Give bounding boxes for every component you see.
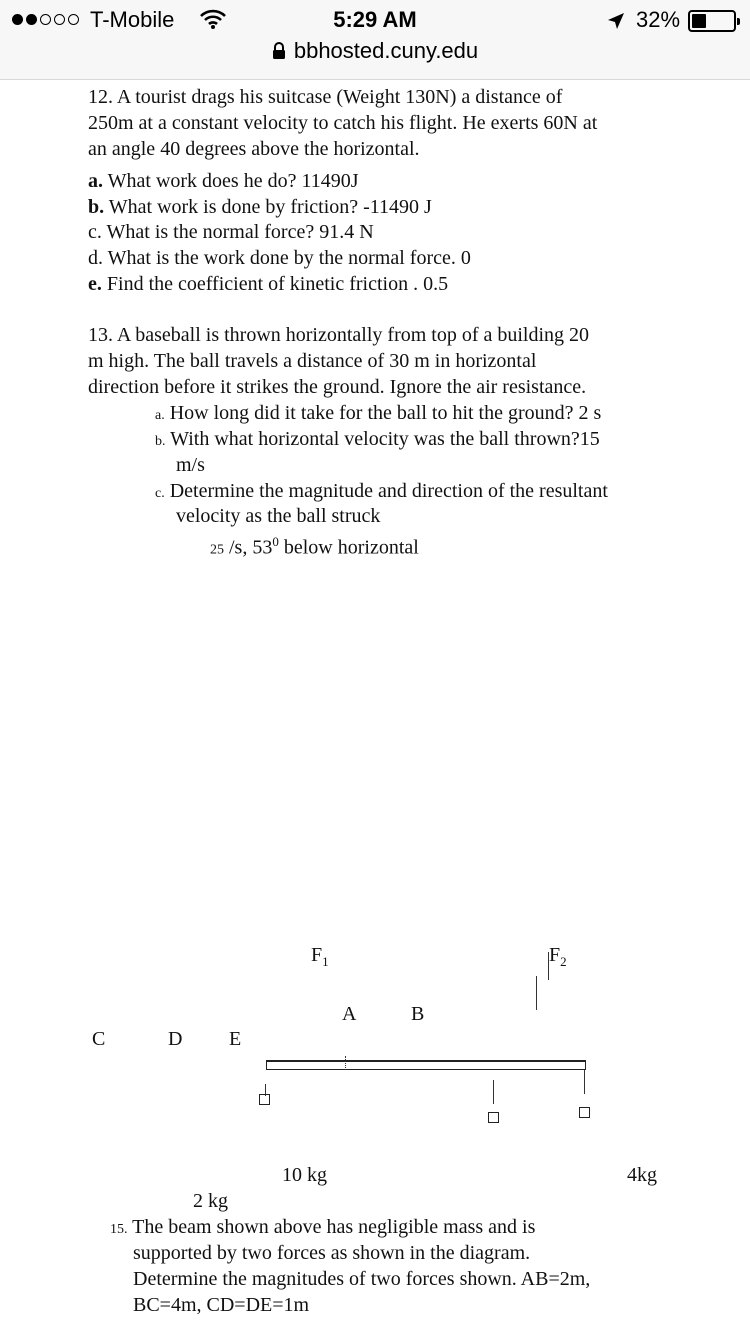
point-label-d: D [168,1028,183,1050]
q12-part-d: d. What is the work done by the normal force. 0 [88,247,471,269]
force-line-f2 [536,976,537,1010]
q12-part-e: e. Find the coefficient of kinetic friction . 0.5 [88,273,449,295]
mass-box-middle [488,1112,499,1123]
q12-part-b: b. What work is done by friction? -11490 J [88,196,432,218]
battery-icon [688,10,736,32]
battery-percent: 32% [636,7,681,32]
q13-part-c: c. Determine the magnitude and direction of the resultant [155,480,608,502]
mass-label-10kg: 10 kg [282,1164,327,1186]
document-page [0,80,750,1334]
mass-label-2kg: 2 kg [193,1190,228,1212]
carrier-name: T-Mobile [90,7,175,32]
q13-part-b: b. With what horizontal velocity was the ball thrown?15 [155,428,600,450]
q12-part-c: c. What is the normal force? 91.4 N [88,221,374,243]
force-arrow-f2 [548,952,549,980]
url-domain: bbhosted.cuny.edu [293,38,479,63]
point-label-e: E [229,1028,242,1050]
q13-answer: 25 /s, $53^0$ below horizontal [210,534,419,559]
force-label-f2: $F_2$ [549,944,567,969]
q13-line-2: m high. The ball travels a distance of 30 m in horizontal [88,350,537,372]
q13-part-b-cont: m/s [176,454,205,476]
q15-line-3: Determine the magnitudes of two forces shown. AB=2m, [133,1268,591,1290]
q12-line-1: 12. A tourist drags his suitcase (Weight 130N) a distance of [88,86,563,108]
hanger-middle [493,1080,494,1104]
point-label-c: C [92,1028,106,1050]
clock: 5:29 AM [333,7,417,32]
status-bar [0,0,750,40]
q13-part-c-cont: velocity as the ball struck [176,505,381,527]
mass-label-4kg: 4kg [627,1164,657,1186]
location-arrow-icon [606,11,626,36]
q13-part-a: a. How long did it take for the ball to hit the ground? 2 s [155,402,602,424]
lock-icon [272,42,286,60]
point-label-b: B [411,1003,425,1025]
q15-line-4: BC=4m, CD=DE=1m [133,1294,310,1316]
point-label-a: A [342,1003,357,1025]
q12-line-3: an angle 40 degrees above the horizontal. [88,138,420,160]
beam [266,1060,586,1070]
q15-line-2: supported by two forces as shown in the diagram. [133,1242,531,1264]
q13-line-3: direction before it strikes the ground. Ignore the air resistance. [88,376,587,398]
q13-line-1: 13. A baseball is thrown horizontally from top of a building 20 [88,324,590,346]
q12-line-2: 250m at a constant velocity to catch his flight. He exerts 60N at [88,112,598,134]
q15-line-1: 15. The beam shown above has negligible mass and is [110,1216,536,1238]
url-bar[interactable] [0,38,750,74]
force-label-f1: $F_1$ [311,944,329,969]
mass-box-left [259,1094,270,1105]
q12-part-a: a. What work does he do? 11490J [88,170,359,192]
beam-tick [345,1056,346,1070]
hanger-right [584,1070,585,1094]
browser-chrome [0,0,750,80]
mass-box-right [579,1107,590,1118]
